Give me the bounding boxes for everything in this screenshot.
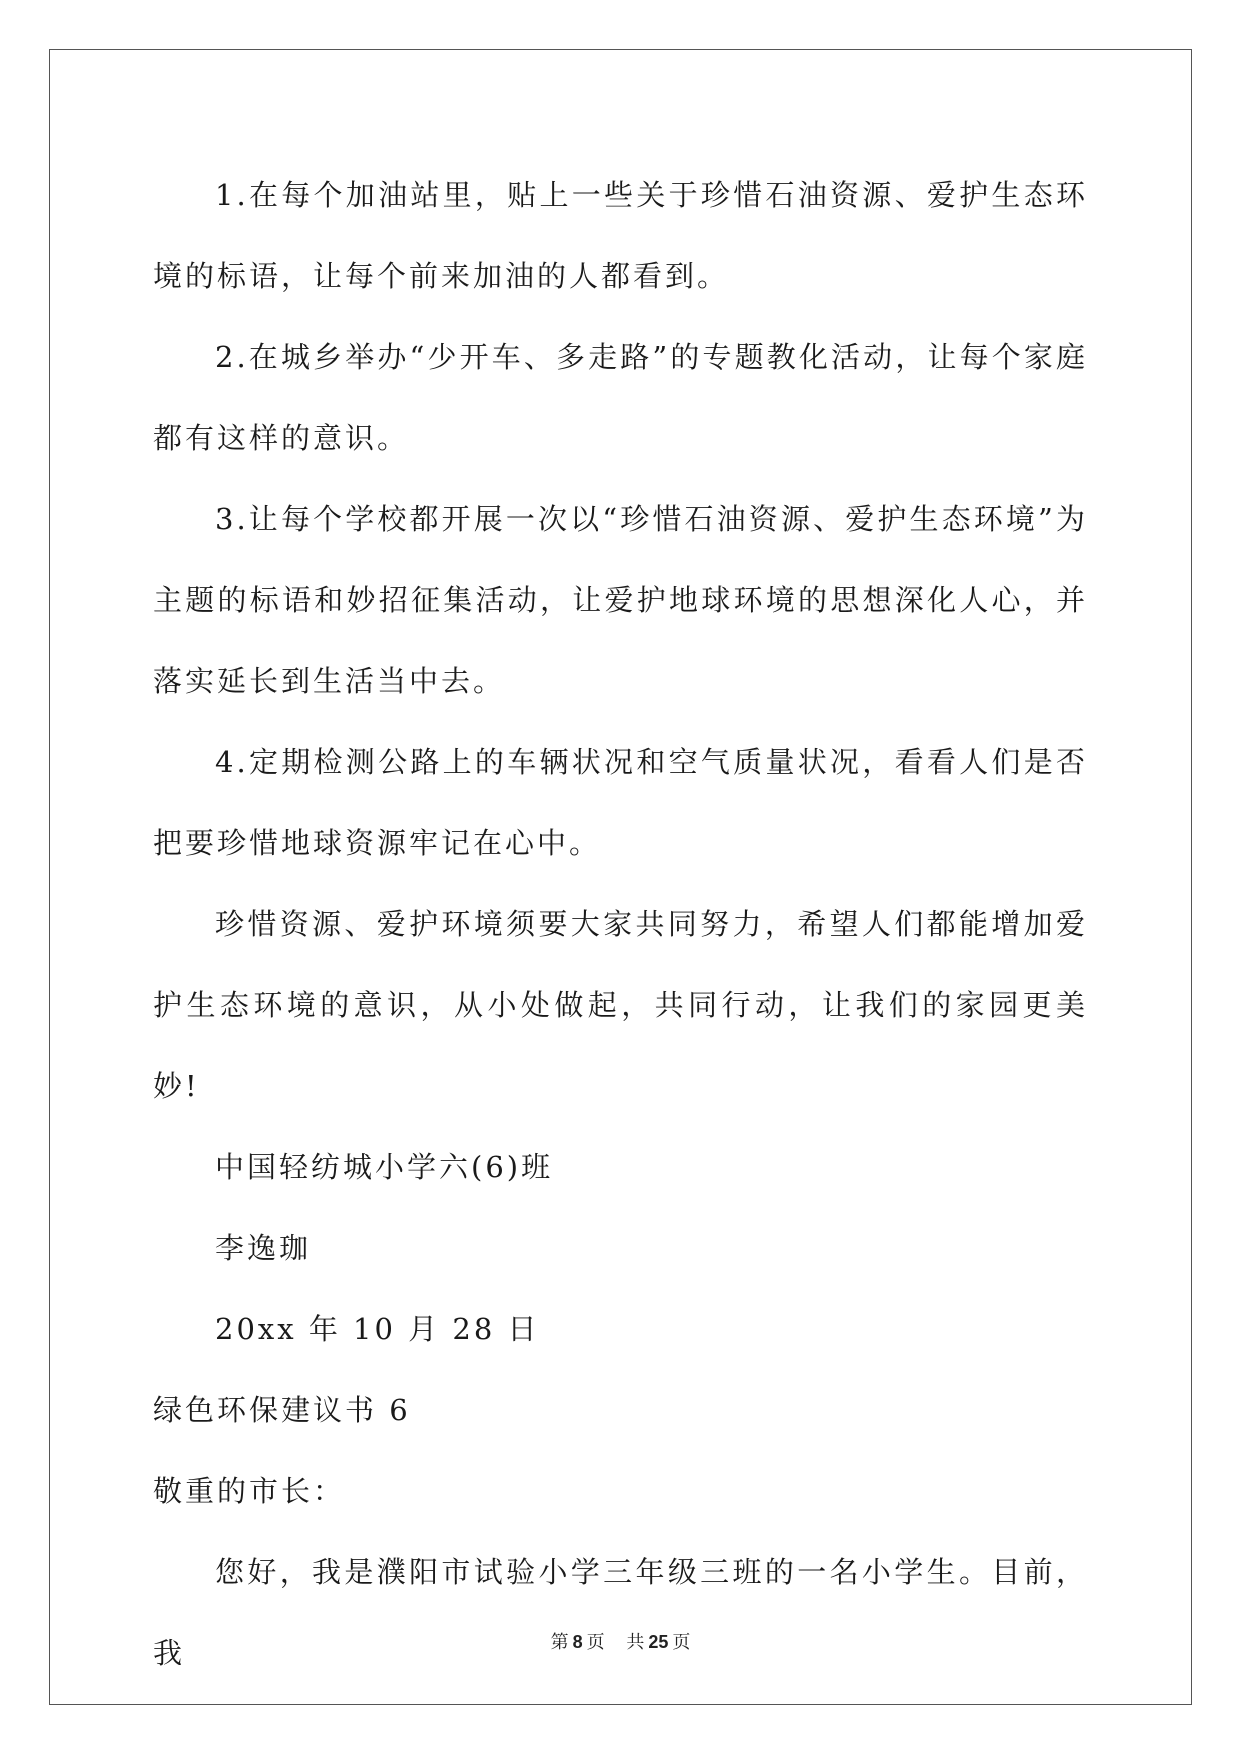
total-prefix: 共 <box>626 1632 645 1653</box>
paragraph-closing: 珍惜资源、爱护环境须要大家共同努力，希望人们都能增加爱护生态环境的意识，从小处做起，共同行动，让我们的家园更美妙! <box>153 907 1088 1103</box>
signature-name: 李逸珈 <box>215 1231 312 1265</box>
signature-date: 20xx 年 10 月 28 日 <box>215 1312 540 1346</box>
signature-class: 中国轻纺城小学六(6)班 <box>215 1150 554 1184</box>
page-suffix: 页 <box>586 1632 605 1653</box>
paragraph-item-4: 4.定期检测公路上的车辆状况和空气质量状况，看看人们是否把要珍惜地球资源牢记在心中。 <box>153 745 1088 860</box>
paragraph-item-3: 3.让每个学校都开展一次以“珍惜石油资源、爱护生态环境”为主题的标语和妙招征集活动，让爱护地球环境的思想深化人心，并落实延长到生活当中去。 <box>153 502 1088 698</box>
paragraph-item-2: 2.在城乡举办“少开车、多走路”的专题教化活动，让每个家庭都有这样的意识。 <box>153 340 1088 455</box>
salutation: 敬重的市长： <box>153 1474 346 1508</box>
page-prefix: 第 <box>550 1632 569 1653</box>
paragraph-item-1: 1.在每个加油站里，贴上一些关于珍惜石油资源、爱护生态环境的标语，让每个前来加油的人都看到。 <box>153 178 1088 293</box>
document-body <box>153 155 1088 1694</box>
body-paragraph: 您好，我是濮阳市试验小学三年级三班的一名小学生。目前，我 <box>153 1555 1088 1670</box>
page-number: 8 <box>572 1632 583 1652</box>
page-indicator <box>547 1632 609 1653</box>
section-title: 绿色环保建议书 6 <box>153 1393 411 1427</box>
page-footer <box>0 1628 1241 1654</box>
total-pages: 25 <box>648 1632 669 1652</box>
total-indicator <box>622 1632 694 1653</box>
total-suffix: 页 <box>672 1632 691 1653</box>
